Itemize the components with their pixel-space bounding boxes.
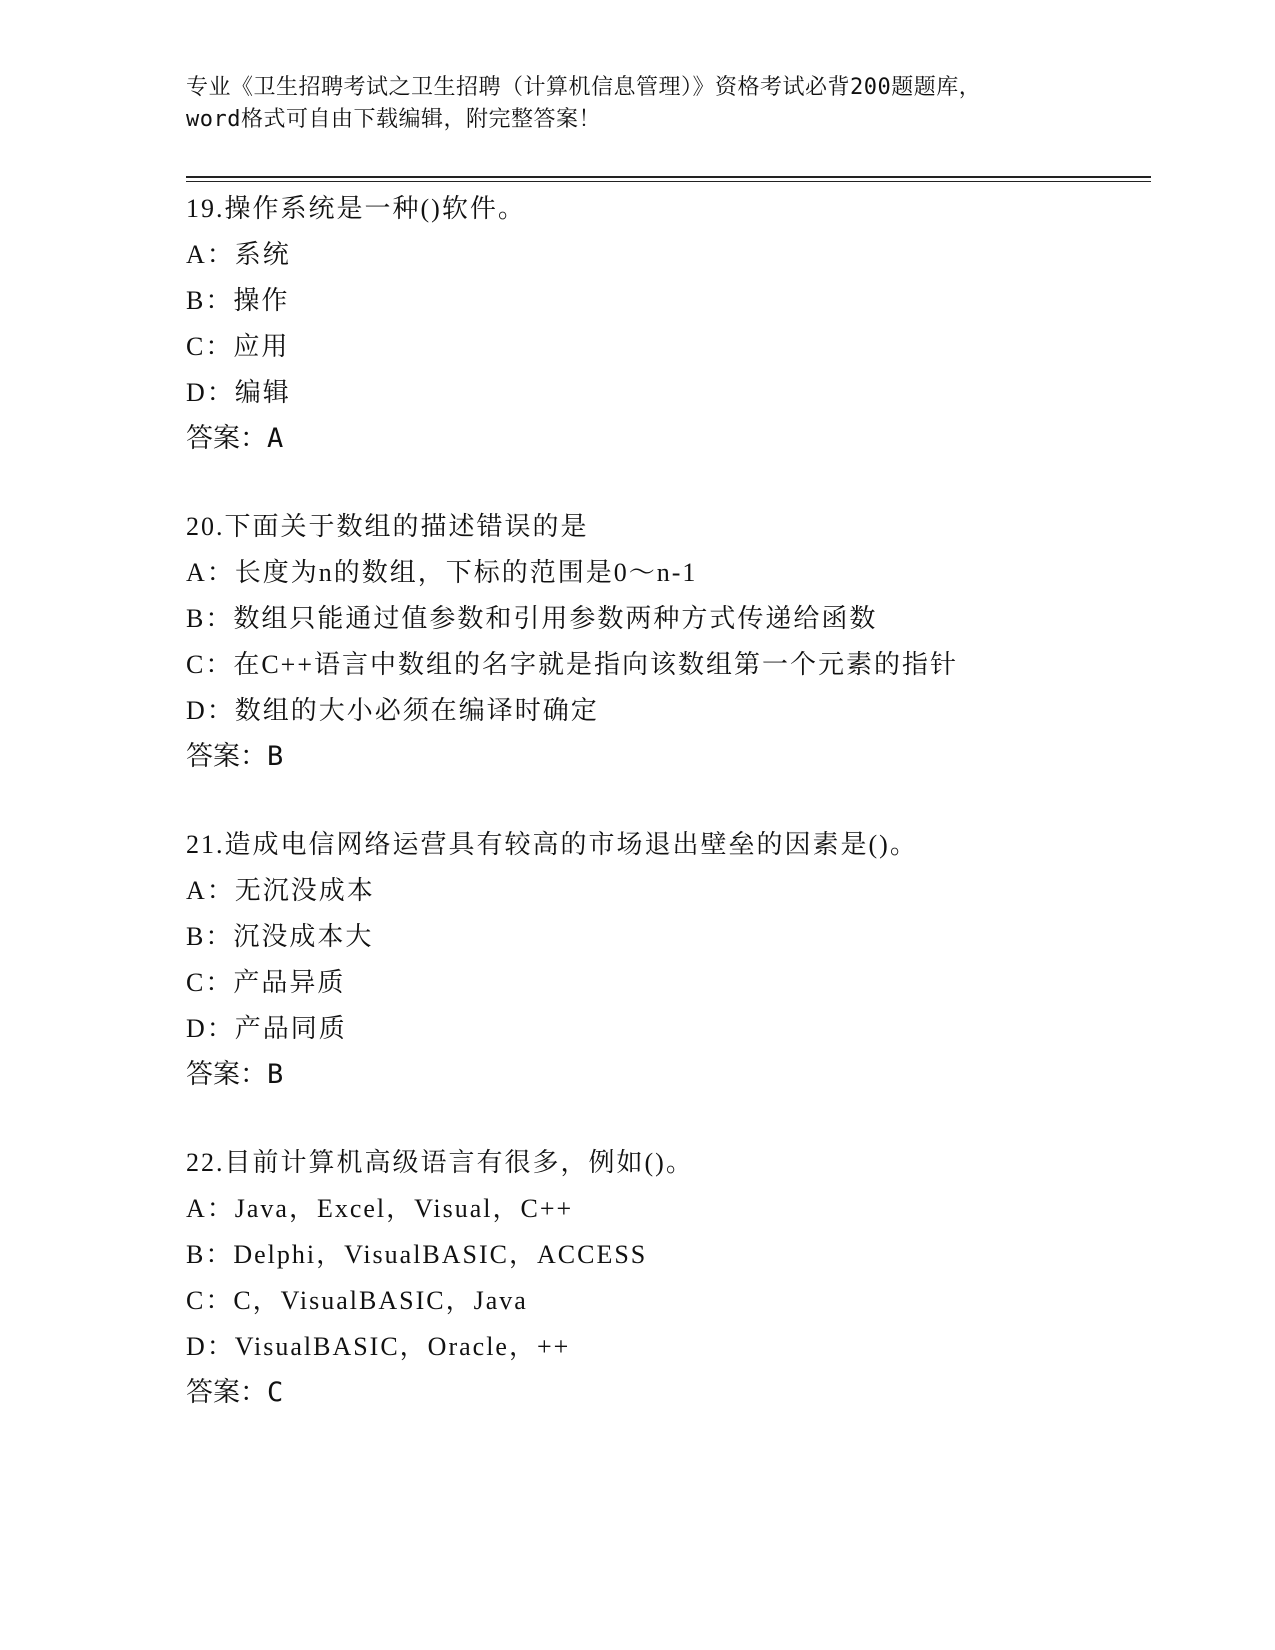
question-20 xyxy=(186,504,1186,780)
option-d: D：产品同质 xyxy=(186,1014,347,1043)
option-b: B：沉没成本大 xyxy=(186,922,374,951)
answer-key: 答案：A xyxy=(186,423,284,454)
header-divider-thin xyxy=(186,181,1151,182)
option-b: B：数组只能通过值参数和引用参数两种方式传递给函数 xyxy=(186,604,878,633)
question-stem: 21.造成电信网络运营具有较高的市场退出壁垒的因素是()。 xyxy=(186,830,918,859)
question-stem: 20.下面关于数组的描述错误的是 xyxy=(186,512,589,541)
option-b: B：操作 xyxy=(186,286,290,315)
answer-key: 答案：C xyxy=(186,1377,284,1408)
header-title-line-1: 专业《卫生招聘考试之卫生招聘（计算机信息管理）》资格考试必背200题题库， xyxy=(186,75,982,100)
header-title-line-2: word格式可自由下载编辑，附完整答案！ xyxy=(186,107,601,132)
answer-key: 答案：B xyxy=(186,1059,284,1090)
option-c: C：产品异质 xyxy=(186,968,346,997)
question-22 xyxy=(186,1140,1186,1416)
header-divider-thick xyxy=(186,176,1151,178)
option-a: A：Java，Excel，Visual，C++ xyxy=(186,1194,574,1223)
option-a: A：系统 xyxy=(186,240,291,269)
question-stem: 19.操作系统是一种()软件。 xyxy=(186,194,526,223)
option-c: C：C，VisualBASIC，Java xyxy=(186,1286,528,1315)
answer-key: 答案：B xyxy=(186,741,284,772)
question-21 xyxy=(186,822,1186,1098)
option-a: A：无沉没成本 xyxy=(186,876,375,905)
option-c: C：在C++语言中数组的名字就是指向该数组第一个元素的指针 xyxy=(186,650,959,679)
question-stem: 22.目前计算机高级语言有很多，例如()。 xyxy=(186,1148,694,1177)
option-a: A：长度为n的数组，下标的范围是0～n-1 xyxy=(186,558,698,587)
document-header xyxy=(186,72,1086,136)
option-d: D：编辑 xyxy=(186,378,291,407)
option-d: D：VisualBASIC，Oracle，++ xyxy=(186,1332,571,1361)
question-19 xyxy=(186,186,1186,462)
option-d: D：数组的大小必须在编译时确定 xyxy=(186,696,599,725)
option-b: B：Delphi，VisualBASIC，ACCESS xyxy=(186,1240,648,1269)
option-c: C：应用 xyxy=(186,332,290,361)
